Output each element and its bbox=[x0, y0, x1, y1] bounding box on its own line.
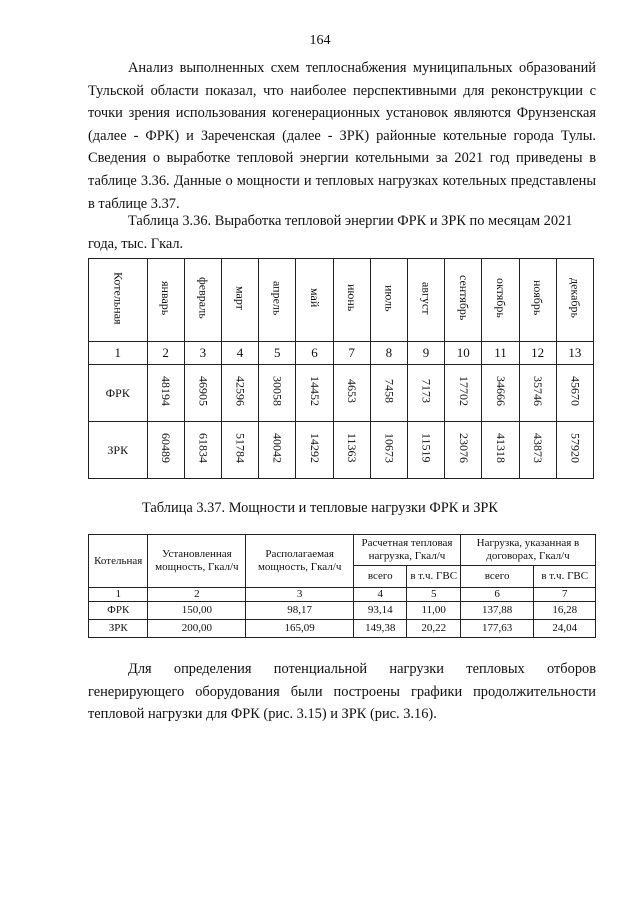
header-cell bbox=[259, 259, 296, 342]
header-cell bbox=[407, 259, 444, 342]
value-cell bbox=[221, 422, 258, 479]
header-cell: Установленная мощность, Гкал/ч bbox=[148, 535, 246, 588]
value-text: 11519 bbox=[419, 433, 434, 463]
index-cell: 5 bbox=[407, 588, 460, 602]
value-cell bbox=[482, 365, 519, 422]
row-name: ЗРК bbox=[89, 620, 148, 638]
index-cell: 11 bbox=[482, 342, 519, 365]
header-label: декабрь bbox=[568, 278, 583, 318]
row-name: ФРК bbox=[89, 365, 148, 422]
header-cell bbox=[445, 259, 482, 342]
value-cell: 98,17 bbox=[246, 602, 354, 620]
value-cell bbox=[445, 365, 482, 422]
table-336-caption: Таблица 3.36. Выработка тепловой энергии ФРК и ЗРК по месяцам 2021 года, тыс. Гкал. bbox=[88, 213, 573, 252]
value-text: 17702 bbox=[456, 376, 471, 406]
index-cell: 13 bbox=[556, 342, 593, 365]
row-name: ЗРК bbox=[89, 422, 148, 479]
value-text: 35746 bbox=[531, 376, 546, 406]
value-text: 30058 bbox=[270, 376, 285, 406]
index-cell: 10 bbox=[445, 342, 482, 365]
header-label: январь bbox=[159, 280, 174, 316]
header-cell: Располагаемая мощность, Гкал/ч bbox=[246, 535, 354, 588]
index-cell: 7 bbox=[534, 588, 596, 602]
value-cell bbox=[259, 365, 296, 422]
table-336-index-row bbox=[89, 342, 594, 365]
value-text: 41318 bbox=[493, 433, 508, 463]
header-cell bbox=[370, 259, 407, 342]
value-cell bbox=[445, 422, 482, 479]
value-text: 7173 bbox=[419, 379, 434, 403]
value-text: 14452 bbox=[307, 376, 322, 406]
header-cell: Котельная bbox=[89, 535, 148, 588]
value-text: 45670 bbox=[568, 376, 583, 406]
value-cell bbox=[296, 422, 333, 479]
header-cell bbox=[296, 259, 333, 342]
header-cell bbox=[89, 259, 148, 342]
header-cell bbox=[221, 259, 258, 342]
value-cell bbox=[147, 365, 184, 422]
value-text: 4653 bbox=[345, 379, 360, 403]
value-cell bbox=[519, 365, 556, 422]
header-label: апрель bbox=[270, 280, 285, 316]
value-text: 46905 bbox=[196, 376, 211, 406]
table-337-index-row bbox=[89, 588, 596, 602]
header-label: август bbox=[419, 281, 434, 315]
value-text: 11363 bbox=[345, 433, 360, 463]
value-cell: 20,22 bbox=[407, 620, 460, 638]
table-row bbox=[89, 365, 594, 422]
value-cell bbox=[184, 365, 221, 422]
value-cell bbox=[333, 365, 370, 422]
index-cell: 2 bbox=[148, 588, 246, 602]
value-cell bbox=[259, 422, 296, 479]
index-cell: 9 bbox=[407, 342, 444, 365]
row-name: ФРК bbox=[89, 602, 148, 620]
index-cell: 5 bbox=[259, 342, 296, 365]
header-cell: Расчетная тепловая нагрузка, Гкал/ч bbox=[354, 535, 461, 566]
value-cell: 137,88 bbox=[460, 602, 534, 620]
subheader-cell: всего bbox=[354, 566, 407, 588]
value-text: 48194 bbox=[159, 376, 174, 406]
table-337-caption: Таблица 3.37. Мощности и тепловые нагрузки ФРК и ЗРК bbox=[141, 500, 499, 516]
header-label: октябрь bbox=[493, 278, 508, 318]
table-336 bbox=[88, 258, 594, 479]
value-text: 51784 bbox=[233, 433, 248, 463]
value-cell: 93,14 bbox=[354, 602, 407, 620]
subheader-cell: всего bbox=[460, 566, 534, 588]
value-cell: 149,38 bbox=[354, 620, 407, 638]
value-text: 43873 bbox=[531, 433, 546, 463]
index-cell: 3 bbox=[184, 342, 221, 365]
value-cell: 16,28 bbox=[534, 602, 596, 620]
header-cell bbox=[333, 259, 370, 342]
value-cell bbox=[556, 365, 593, 422]
value-text: 40042 bbox=[270, 433, 285, 463]
value-cell: 150,00 bbox=[148, 602, 246, 620]
value-text: 14292 bbox=[307, 433, 322, 463]
index-cell: 2 bbox=[147, 342, 184, 365]
value-cell bbox=[370, 422, 407, 479]
table-336-header-row bbox=[89, 259, 594, 342]
value-cell: 200,00 bbox=[148, 620, 246, 638]
header-label: март bbox=[233, 286, 248, 310]
header-cell bbox=[556, 259, 593, 342]
closing-paragraph: Для определения потенциальной нагрузки тепловых отборов генерирующего оборудования были построены графики продолжительности тепловой нагрузки для ФРК (рис. 3.15) и ЗРК (рис. 3.16). bbox=[88, 661, 596, 723]
table-row bbox=[89, 620, 596, 638]
header-cell: Нагрузка, указанная в договорах, Гкал/ч bbox=[460, 535, 595, 566]
subheader-cell: в т.ч. ГВС bbox=[407, 566, 460, 588]
value-cell bbox=[221, 365, 258, 422]
header-label: июль bbox=[382, 284, 397, 312]
value-text: 61834 bbox=[196, 433, 211, 463]
index-cell: 1 bbox=[89, 588, 148, 602]
index-cell: 6 bbox=[296, 342, 333, 365]
value-cell: 11,00 bbox=[407, 602, 460, 620]
value-cell bbox=[407, 365, 444, 422]
value-cell bbox=[556, 422, 593, 479]
page-number: 164 bbox=[309, 33, 331, 48]
value-cell bbox=[147, 422, 184, 479]
index-cell: 6 bbox=[460, 588, 534, 602]
value-cell bbox=[407, 422, 444, 479]
index-cell: 8 bbox=[370, 342, 407, 365]
index-cell: 12 bbox=[519, 342, 556, 365]
header-label: Котельная bbox=[111, 271, 126, 325]
intro-paragraph: Анализ выполненных схем теплоснабжения муниципальных образований Тульской области показал, что наиболее перспективными для реконструкции с точки зрения использования когенерационных установок являются Фрунзенская (далее - ФРК) и Зареченская (далее - ЗРК) районные котельные города Тулы. Сведения о выработке тепловой энергии котельными за 2021 год приведены в таблице 3.36. Данные о мощности и тепловых нагрузках котельных представлены в таблице 3.37. bbox=[88, 60, 596, 212]
table-337 bbox=[88, 534, 596, 638]
value-text: 57920 bbox=[568, 433, 583, 463]
value-cell bbox=[184, 422, 221, 479]
header-cell bbox=[482, 259, 519, 342]
value-cell bbox=[333, 422, 370, 479]
value-text: 34666 bbox=[493, 376, 508, 406]
value-text: 23076 bbox=[456, 433, 471, 463]
header-label: июнь bbox=[345, 284, 360, 312]
index-cell: 4 bbox=[354, 588, 407, 602]
value-cell: 177,63 bbox=[460, 620, 534, 638]
value-cell: 24,04 bbox=[534, 620, 596, 638]
value-cell bbox=[296, 365, 333, 422]
header-cell bbox=[519, 259, 556, 342]
index-cell: 7 bbox=[333, 342, 370, 365]
index-cell: 1 bbox=[89, 342, 148, 365]
header-cell bbox=[147, 259, 184, 342]
table-337-header-row bbox=[89, 535, 596, 566]
index-cell: 4 bbox=[221, 342, 258, 365]
subheader-cell: в т.ч. ГВС bbox=[534, 566, 596, 588]
value-text: 7458 bbox=[382, 379, 397, 403]
header-label: сентябрь bbox=[456, 275, 471, 321]
header-label: февраль bbox=[196, 277, 211, 319]
value-cell bbox=[482, 422, 519, 479]
value-text: 42596 bbox=[233, 376, 248, 406]
value-cell: 165,09 bbox=[246, 620, 354, 638]
header-cell bbox=[184, 259, 221, 342]
value-cell bbox=[370, 365, 407, 422]
table-row bbox=[89, 422, 594, 479]
value-text: 60489 bbox=[159, 433, 174, 463]
index-cell: 3 bbox=[246, 588, 354, 602]
table-row bbox=[89, 602, 596, 620]
header-label: ноябрь bbox=[531, 280, 546, 316]
value-text: 10673 bbox=[382, 433, 397, 463]
header-label: май bbox=[307, 288, 322, 308]
value-cell bbox=[519, 422, 556, 479]
